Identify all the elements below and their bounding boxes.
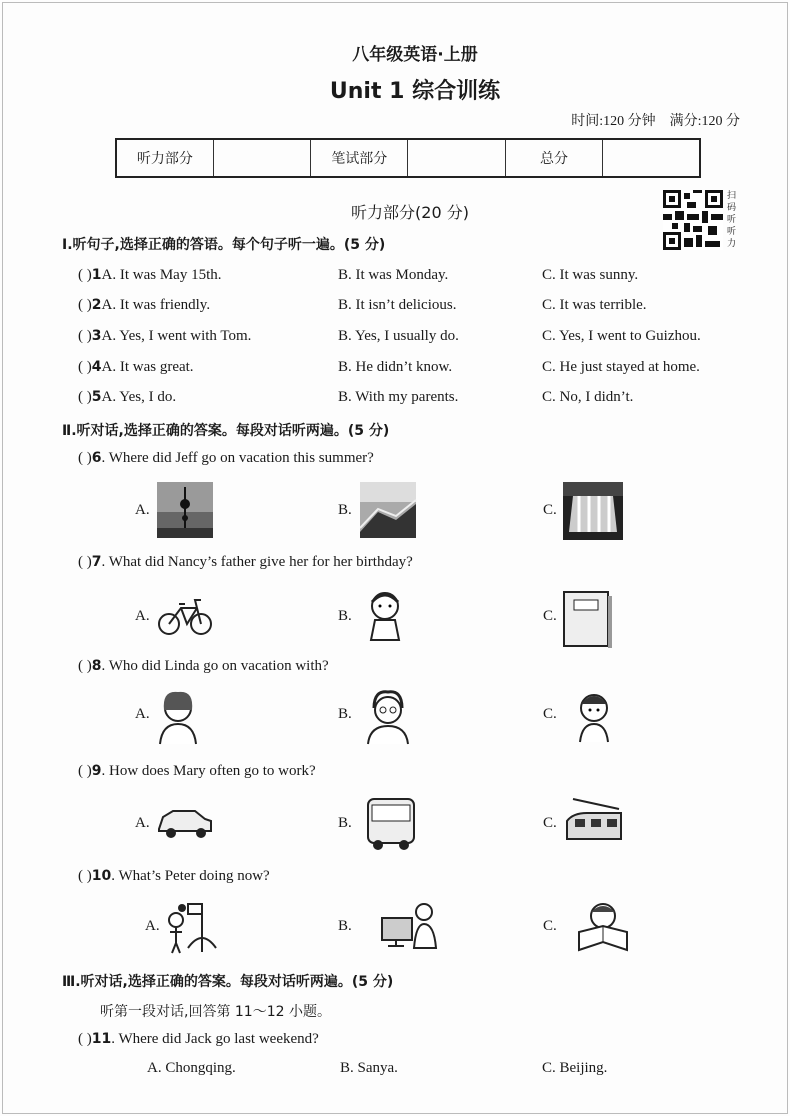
question-number: 9 [91, 763, 102, 779]
option-b: B. It was Monday. [338, 267, 449, 283]
bicycle-picture[interactable] [157, 588, 217, 648]
question-3 [78, 328, 251, 345]
using-computer-picture[interactable] [380, 898, 440, 958]
question-number: 1 [91, 267, 102, 283]
grandmother-picture[interactable] [360, 686, 420, 746]
option-a-label: A. [145, 918, 160, 934]
answer-blank[interactable]: ( ) [78, 554, 92, 570]
option-a: A. Yes, I do. [101, 389, 177, 405]
option-c-label: C. [543, 815, 557, 831]
section3-instruction: 听第一段对话,回答第 11～12 小题。 [100, 1004, 331, 1020]
question-text: . Where did Jack go last weekend? [111, 1031, 319, 1047]
question-7 [78, 554, 413, 571]
question-number: 3 [91, 328, 102, 344]
option-b-label: B. [338, 502, 352, 518]
question-8 [78, 658, 329, 675]
dictionary-picture[interactable] [560, 588, 620, 648]
option-a: A. Chongqing. [147, 1060, 236, 1076]
full-score: 满分:120 分 [669, 114, 740, 129]
reading-book-picture[interactable] [573, 898, 633, 958]
answer-blank[interactable]: ( ) [78, 868, 92, 884]
answer-blank[interactable]: ( ) [78, 1031, 92, 1047]
option-a: A. Yes, I went with Tom. [101, 328, 252, 344]
exam-info [571, 110, 740, 130]
book-series-title: 八年级英语·上册 [352, 45, 478, 65]
question-number: 4 [91, 359, 102, 375]
option-a: A. It was friendly. [101, 297, 211, 313]
tv-tower-photo-picture[interactable] [157, 482, 217, 542]
answer-blank[interactable]: ( ) [78, 658, 92, 674]
car-picture[interactable] [155, 795, 215, 855]
writing-score-cell[interactable] [408, 139, 505, 177]
section2-heading: Ⅱ.听对话,选择正确的答案。每段对话听两遍。(5 分) [62, 423, 390, 439]
doll-picture[interactable] [357, 588, 417, 648]
qr-caption: 扫码听听力 [727, 191, 737, 249]
page-title: Unit 1 综合训练 [329, 79, 501, 104]
question-1 [78, 267, 222, 284]
option-a-label: A. [135, 608, 150, 624]
question-text: . What did Nancy’s father give her for her birthday? [101, 554, 413, 570]
writing-score-label: 笔试部分 [311, 139, 408, 177]
option-b: B. Yes, I usually do. [338, 328, 459, 344]
question-4 [78, 359, 194, 376]
option-c: C. No, I didn’t. [542, 389, 634, 405]
question-10 [78, 868, 270, 885]
answer-blank[interactable]: ( ) [78, 450, 92, 466]
option-c: C. Beijing. [542, 1060, 608, 1076]
listening-score-label: 听力部分 [116, 139, 213, 177]
answer-blank[interactable]: ( ) [78, 763, 92, 779]
great-wall-photo-picture[interactable] [360, 482, 420, 542]
qr-code-icon[interactable] [663, 190, 723, 250]
question-2 [78, 297, 210, 314]
question-number: 11 [91, 1031, 112, 1047]
option-a-label: A. [135, 502, 150, 518]
question-number: 7 [91, 554, 102, 570]
bus-picture[interactable] [360, 795, 420, 855]
option-c: C. He just stayed at home. [542, 359, 700, 375]
question-text: . Who did Linda go on vacation with? [101, 658, 329, 674]
answer-blank[interactable]: ( ) [78, 359, 92, 375]
option-a: A. It was great. [101, 359, 194, 375]
option-b: B. He didn’t know. [338, 359, 453, 375]
option-c-label: C. [543, 502, 557, 518]
question-text: . How does Mary often go to work? [101, 763, 316, 779]
question-6 [78, 450, 374, 467]
train-picture[interactable] [563, 795, 623, 855]
question-5 [78, 389, 176, 406]
answer-blank[interactable]: ( ) [78, 267, 92, 283]
total-score-cell[interactable] [603, 139, 700, 177]
option-b-label: B. [338, 815, 352, 831]
answer-blank[interactable]: ( ) [78, 328, 92, 344]
option-b: B. Sanya. [340, 1060, 398, 1076]
question-number: 8 [91, 658, 102, 674]
option-c: C. It was terrible. [542, 297, 647, 313]
question-text: . What’s Peter doing now? [111, 868, 270, 884]
boy-picture[interactable] [570, 686, 630, 746]
option-c-label: C. [543, 706, 557, 722]
section3-heading: Ⅲ.听对话,选择正确的答案。每段对话听两遍。(5 分) [62, 974, 394, 990]
option-a-label: A. [135, 706, 150, 722]
answer-blank[interactable]: ( ) [78, 389, 92, 405]
mother-picture[interactable] [150, 686, 210, 746]
option-b-label: B. [338, 918, 352, 934]
listening-score-cell[interactable] [213, 139, 310, 177]
question-number: 5 [91, 389, 102, 405]
listening-section-title: 听力部分(20 分) [351, 203, 469, 222]
answer-blank[interactable]: ( ) [78, 297, 92, 313]
option-b-label: B. [338, 608, 352, 624]
option-b-label: B. [338, 706, 352, 722]
section1-heading: Ⅰ.听句子,选择正确的答语。每个句子听一遍。(5 分) [62, 237, 386, 253]
question-text: . Where did Jeff go on vacation this summer? [101, 450, 374, 466]
option-a-label: A. [135, 815, 150, 831]
option-c-label: C. [543, 608, 557, 624]
playing-basketball-picture[interactable] [162, 898, 222, 958]
option-c: C. Yes, I went to Guizhou. [542, 328, 701, 344]
question-11 [78, 1031, 319, 1048]
score-table [115, 138, 701, 178]
question-number: 10 [91, 868, 112, 884]
question-number: 2 [91, 297, 102, 313]
time-limit: 时间:120 分钟 [571, 114, 656, 129]
option-b: B. It isn’t delicious. [338, 297, 457, 313]
question-number: 6 [91, 450, 102, 466]
question-9 [78, 763, 316, 780]
option-c-label: C. [543, 918, 557, 934]
total-score-label: 总分 [505, 139, 602, 177]
waterfall-photo-picture[interactable] [563, 482, 623, 542]
option-b: B. With my parents. [338, 389, 459, 405]
option-c: C. It was sunny. [542, 267, 639, 283]
option-a: A. It was May 15th. [101, 267, 222, 283]
